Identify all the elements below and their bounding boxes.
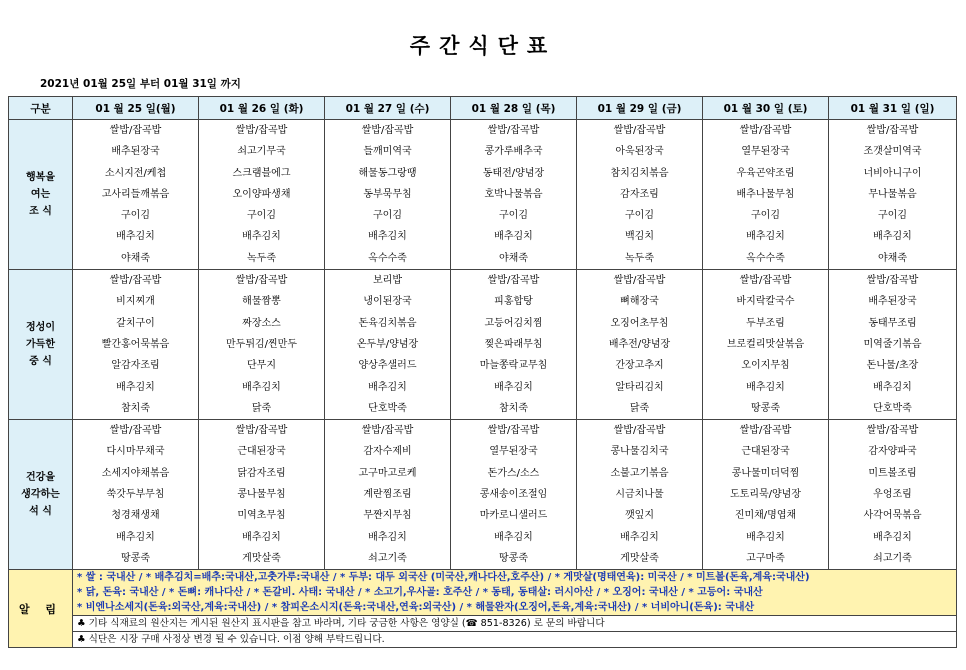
menu-cell (325, 270, 451, 420)
menu-item: 호박나물볶음 (484, 188, 543, 200)
menu-item: 소세지야채볶음 (101, 467, 170, 479)
menu-item: 알타리김치 (615, 381, 664, 393)
menu-item: 쌀밥/잡곡밥 (487, 425, 540, 437)
menu-cell (73, 270, 199, 420)
menu-item: 들깨미역국 (363, 146, 412, 158)
menu-item: 간장고추지 (615, 360, 664, 372)
menu-item: 배추김치 (620, 531, 659, 543)
day-header-sun: 01 월 31 일 (일) (829, 97, 957, 120)
menu-item: 브로컬리맛살볶음 (726, 338, 805, 350)
menu-item: 동태전/양념장 (482, 167, 545, 179)
menu-item: 쌀밥/잡곡밥 (109, 125, 162, 136)
menu-item: 쌀밥/잡곡밥 (235, 425, 288, 437)
menu-item: 야채죽 (499, 252, 528, 264)
menu-item: 배추김치 (494, 231, 533, 243)
menu-item: 백김치 (625, 231, 654, 243)
menu-item: 게맛살죽 (620, 552, 659, 564)
menu-cell (325, 120, 451, 270)
menu-item: 조갯살미역국 (863, 146, 922, 158)
menu-item: 녹두죽 (625, 252, 654, 264)
menu-item: 근대된장국 (237, 446, 286, 458)
menu-item: 배추김치 (116, 231, 155, 243)
menu-item: 배추김치 (746, 531, 785, 543)
menu-item: 열무된장국 (489, 446, 538, 458)
menu-cell (703, 420, 829, 570)
menu-item: 미역줄기볶음 (863, 338, 922, 350)
menu-item: 구이김 (625, 210, 654, 222)
menu-item: 콩나물김치국 (610, 446, 669, 458)
menu-item: 쌀밥/잡곡밥 (739, 125, 792, 136)
menu-item: 진미채/명엽채 (734, 510, 797, 522)
menu-item: 배추김치 (368, 231, 407, 243)
menu-item: 계란찜조림 (363, 489, 412, 501)
meal-label-line: 건강을 (26, 472, 55, 484)
menu-item: 배추김치 (242, 231, 281, 243)
menu-item: 보리밥 (373, 275, 402, 287)
menu-item: 무나물볶음 (868, 188, 917, 200)
menu-item: 쇠고기죽 (873, 552, 912, 564)
menu-item: 배추나물무침 (736, 188, 795, 200)
menu-item: 쌀밥/잡곡밥 (487, 275, 540, 287)
menu-item: 소불고기볶음 (610, 467, 669, 479)
meal-label-line: 여는 (30, 189, 51, 201)
menu-item: 콩나물무침 (237, 489, 286, 501)
menu-item: 쌀밥/잡곡밥 (235, 125, 288, 136)
menu-item: 근대된장국 (741, 446, 790, 458)
menu-item: 갈치구이 (116, 317, 155, 329)
menu-item: 사각어묵볶음 (863, 510, 922, 522)
menu-item: 고사리들깨볶음 (101, 188, 170, 200)
menu-item: 무짠지무침 (363, 510, 412, 522)
menu-item: 구이김 (373, 210, 402, 222)
menu-item: 단호박죽 (368, 402, 407, 414)
menu-item: 구이김 (878, 210, 907, 222)
menu-item: 우엉조림 (873, 489, 912, 501)
notice-row (9, 570, 957, 616)
menu-cell (703, 270, 829, 420)
menu-item: 동부묵무침 (363, 188, 412, 200)
meal-label-lunch (9, 270, 73, 420)
meal-label-line: 정성이 (26, 322, 55, 334)
menu-item: 오징어초무침 (610, 317, 669, 329)
menu-item: 냉이된장국 (363, 296, 412, 308)
menu-item: 게맛살죽 (242, 552, 281, 564)
menu-cell (73, 420, 199, 570)
meal-label-line: 석 식 (29, 506, 52, 518)
notice-label: 알 림 (9, 570, 73, 648)
meal-row-dinner (9, 420, 957, 570)
menu-item: 구이김 (247, 210, 276, 222)
category-header: 구분 (9, 97, 73, 120)
menu-item: 배추김치 (873, 381, 912, 393)
menu-item: 빨간홍어묵볶음 (101, 338, 170, 350)
menu-item: 동태무조림 (868, 317, 917, 329)
menu-item: 구이김 (499, 210, 528, 222)
day-header-mon: 01 월 25 일(월) (73, 97, 199, 120)
menu-cell (577, 120, 703, 270)
menu-item: 돈육김치볶음 (358, 317, 417, 329)
menu-cell (829, 120, 957, 270)
menu-item: 쌀밥/잡곡밥 (739, 275, 792, 287)
day-header-fri: 01 월 29 일 (금) (577, 97, 703, 120)
menu-cell (577, 270, 703, 420)
menu-cell (73, 120, 199, 270)
menu-cell (451, 270, 577, 420)
info-line: ♣ 기타 식재료의 원산지는 게시된 원산지 표시판을 참고 바라며, 기타 궁금한 사항은 영양실 (☎ 851-8326) 로 문의 바랍니다 (73, 616, 957, 632)
meal-label-line: 행복을 (26, 172, 55, 184)
menu-item: 감자양파국 (868, 446, 917, 458)
menu-item: 옥수수죽 (746, 252, 785, 264)
menu-cell (199, 420, 325, 570)
menu-item: 쇠고기무국 (237, 146, 286, 158)
day-header-tue: 01 월 26 일 (화) (199, 97, 325, 120)
menu-item: 배추김치 (368, 381, 407, 393)
menu-item: 고구마죽 (746, 552, 785, 564)
menu-item: 단무지 (247, 360, 276, 372)
meal-label-breakfast (9, 120, 73, 270)
menu-item: 녹두죽 (247, 252, 276, 264)
menu-item: 돈가스/소스 (487, 467, 540, 479)
menu-item: 쌀밥/잡곡밥 (866, 275, 919, 287)
menu-cell (577, 420, 703, 570)
menu-item: 닭죽 (629, 402, 650, 414)
menu-item: 양상추샐러드 (358, 360, 417, 372)
menu-item: 두부조림 (746, 317, 785, 329)
menu-item: 감자수제비 (363, 446, 412, 458)
menu-item: 땅콩죽 (121, 552, 150, 564)
menu-item: 뼈해장국 (620, 296, 659, 308)
menu-item: 쌀밥/잡곡밥 (613, 125, 666, 136)
menu-cell (829, 420, 957, 570)
origin-line: * 비엔나소세지(돈육:외국산,계육:국내산) / * 참피온소시지(돈육:국내산,연육:외국산) / * 해물완자(오징어,돈육,계육:국내산) / * 너비아니(돈육): 국내산 (73, 600, 956, 615)
menu-item: 쌀밥/잡곡밥 (361, 425, 414, 437)
menu-item: 야채죽 (878, 252, 907, 264)
menu-item: 배추전/양념장 (608, 338, 671, 350)
menu-item: 배추김치 (746, 231, 785, 243)
menu-item: 바지락칼국수 (736, 296, 795, 308)
info-row (9, 616, 957, 632)
info-line: ♣ 식단은 시장 구매 사정상 변경 될 수 있습니다. 이점 양해 부탁드립니다. (73, 632, 957, 648)
menu-item: 짜장소스 (242, 317, 281, 329)
menu-item: 해물짬뽕 (242, 296, 281, 308)
menu-item: 배추김치 (494, 381, 533, 393)
menu-item: 쌀밥/잡곡밥 (109, 425, 162, 437)
menu-item: 참치죽 (499, 402, 528, 414)
origin-info (73, 570, 957, 616)
menu-cell (451, 120, 577, 270)
menu-item: 깻잎지 (625, 510, 654, 522)
menu-cell (703, 120, 829, 270)
menu-item: 땅콩죽 (499, 552, 528, 564)
menu-item: 만두튀김/찐만두 (226, 338, 297, 350)
menu-cell (829, 270, 957, 420)
menu-item: 쌀밥/잡곡밥 (109, 275, 162, 287)
menu-item: 쌀밥/잡곡밥 (235, 275, 288, 287)
menu-item: 도토리묵/양념장 (730, 489, 801, 501)
menu-item: 참치김치볶음 (610, 167, 669, 179)
meal-label-line: 가득한 (26, 339, 55, 351)
menu-item: 온두부/양념장 (356, 338, 419, 350)
menu-cell (199, 120, 325, 270)
meal-label-line: 조 식 (29, 206, 52, 218)
menu-item: 찢은파래무침 (484, 338, 543, 350)
menu-item: 고구마고로케 (358, 467, 417, 479)
menu-item: 돈나물/초장 (866, 360, 919, 372)
menu-item: 배추김치 (242, 381, 281, 393)
meal-label-line: 중 식 (29, 356, 52, 368)
page-title: 주간식단표 (409, 34, 557, 58)
menu-item: 오이양파생채 (232, 188, 291, 200)
menu-item: 오이지무침 (741, 360, 790, 372)
menu-item: 구이김 (751, 210, 780, 222)
menu-item: 단호박죽 (873, 402, 912, 414)
menu-item: 배추김치 (116, 531, 155, 543)
menu-item: 쌀밥/잡곡밥 (739, 425, 792, 437)
menu-item: 쌀밥/잡곡밥 (613, 275, 666, 287)
menu-item: 고등어김치찜 (484, 317, 543, 329)
menu-item: 쌀밥/잡곡밥 (361, 125, 414, 136)
meal-row-lunch (9, 270, 957, 420)
menu-item: 우육곤약조림 (736, 167, 795, 179)
menu-item: 쌀밥/잡곡밥 (866, 425, 919, 437)
menu-item: 옥수수죽 (368, 252, 407, 264)
menu-item: 해물동그랑땡 (358, 167, 417, 179)
menu-cell (451, 420, 577, 570)
menu-item: 콩나물미더덕찜 (731, 467, 800, 479)
day-header-wed: 01 월 27 일 (수) (325, 97, 451, 120)
menu-cell (325, 420, 451, 570)
origin-line: * 닭, 돈육: 국내산 / * 돈뼈: 캐나다산 / * 돈갈비. 사태: 국내산 / * 소고기,우사골: 호주산 / * 동태, 동태살: 러시아산 / * 오징어: 국내산 / * 고등어: 국내산 (73, 585, 956, 600)
header-row (9, 97, 957, 120)
meal-label-dinner (9, 420, 73, 570)
menu-item: 너비아니구이 (863, 167, 922, 179)
menu-item: 배추김치 (746, 381, 785, 393)
menu-item: 배추김치 (242, 531, 281, 543)
menu-item: 미트볼조림 (868, 467, 917, 479)
meal-label-line: 생각하는 (21, 489, 60, 501)
menu-item: 미역초무침 (237, 510, 286, 522)
menu-item: 땅콩죽 (751, 402, 780, 414)
meal-row-breakfast (9, 120, 957, 270)
menu-item: 쌀밥/잡곡밥 (866, 125, 919, 136)
menu-item: 청경채생채 (111, 510, 160, 522)
date-range: 2021년 01월 25일 부터 01월 31일 까지 (40, 78, 241, 90)
menu-item: 쌀밥/잡곡밥 (487, 125, 540, 136)
day-header-sat: 01 월 30 일 (토) (703, 97, 829, 120)
menu-item: 콩새송이조절임 (479, 489, 548, 501)
menu-item: 배추김치 (873, 231, 912, 243)
menu-item: 구이김 (121, 210, 150, 222)
menu-item: 비지찌개 (116, 296, 155, 308)
menu-item: 참치죽 (121, 402, 150, 414)
menu-item: 배추김치 (494, 531, 533, 543)
menu-item: 피홍합탕 (494, 296, 533, 308)
menu-item: 배추김치 (368, 531, 407, 543)
menu-item: 쑥갓두부무침 (106, 489, 165, 501)
menu-item: 야채죽 (121, 252, 150, 264)
menu-item: 닭죽 (251, 402, 272, 414)
menu-item: 닭감자조림 (237, 467, 286, 479)
menu-item: 콩가루배추국 (484, 146, 543, 158)
day-header-thu: 01 월 28 일 (목) (451, 97, 577, 120)
menu-item: 마카로니샐러드 (479, 510, 548, 522)
menu-item: 다시마무채국 (106, 446, 165, 458)
weekly-menu-table (8, 96, 957, 648)
origin-line: * 쌀 : 국내산 / * 배추김치=배추:국내산,고춧가루:국내산 / * 두부: 대두 외국산 (미국산,캐나다산,호주산) / * 게맛살(명태연육): 미국산 / * 미트볼(돈육,계육:국내산) (73, 570, 956, 585)
menu-item: 감자조림 (620, 188, 659, 200)
menu-item: 배추된장국 (868, 296, 917, 308)
menu-item: 배추김치 (116, 381, 155, 393)
menu-item: 열무된장국 (741, 146, 790, 158)
menu-item: 배추김치 (873, 531, 912, 543)
menu-item: 알감자조림 (111, 360, 160, 372)
menu-item: 쌀밥/잡곡밥 (613, 425, 666, 437)
menu-item: 스크램블에그 (232, 167, 291, 179)
info-row (9, 632, 957, 648)
menu-item: 쇠고기죽 (368, 552, 407, 564)
menu-cell (199, 270, 325, 420)
menu-item: 배추된장국 (111, 146, 160, 158)
menu-item: 마늘쫑락교무침 (479, 360, 548, 372)
menu-item: 시금치나물 (615, 489, 664, 501)
menu-item: 소시지전/케첩 (104, 167, 167, 179)
menu-item: 아욱된장국 (615, 146, 664, 158)
